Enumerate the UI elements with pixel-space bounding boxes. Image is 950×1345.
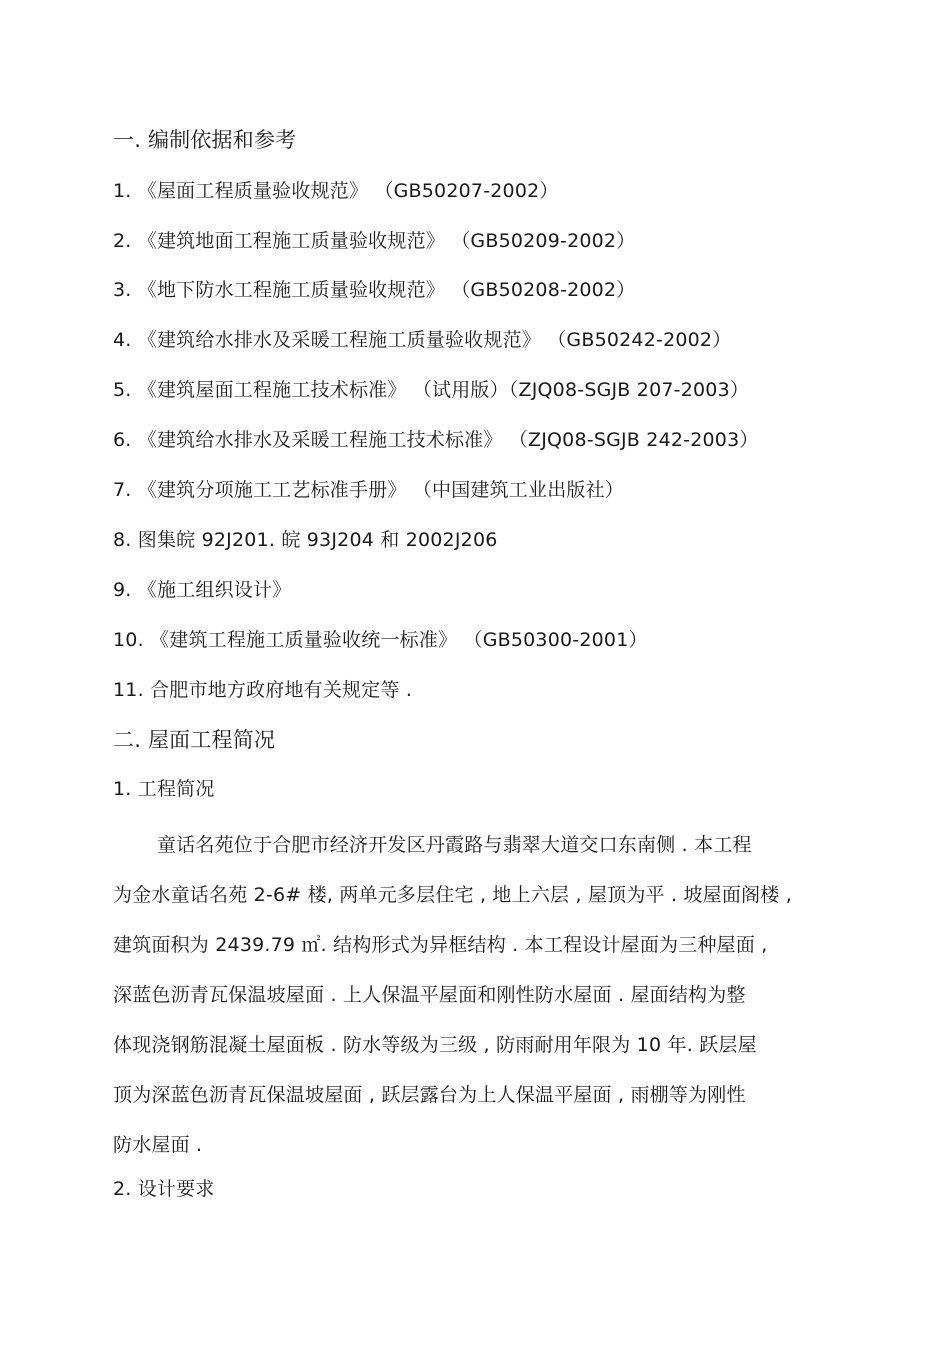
reference-item: 2. 《建筑地面工程施工质量验收规范》 （GB50209-2002） [113, 230, 636, 252]
paragraph-line: 深蓝色沥青瓦保温坡屋面 . 上人保温平屋面和刚性防水屋面 . 屋面结构为整 [113, 984, 746, 1006]
paragraph-line: 防水屋面 . [113, 1134, 203, 1156]
reference-item: 5. 《建筑屋面工程施工技术标准》 （试用版）（ZJQ08-SGJB 207-2003） [113, 379, 750, 401]
subheading-design-requirements: 2. 设计要求 [113, 1178, 215, 1200]
paragraph-line: 体现浇钢筋混凝土屋面板 . 防水等级为三级 , 防雨耐用年限为 10 年. 跃层屋 [113, 1034, 757, 1056]
reference-item: 8. 图集皖 92J201. 皖 93J204 和 2002J206 [113, 529, 498, 551]
paragraph-line: 为金水童话名苑 2-6# 楼, 两单元多层住宅 , 地上六层 , 屋顶为平 . 坡屋面阁楼 , [113, 884, 792, 906]
paragraph-line: 建筑面积为 2439.79 ㎡. 结构形式为异框结构 . 本工程设计屋面为三种屋面 , [113, 934, 768, 956]
subheading-project-overview: 1. 工程简况 [113, 778, 215, 800]
project-description-paragraph [113, 820, 853, 1170]
reference-item: 10. 《建筑工程施工质量验收统一标准》 （GB50300-2001） [113, 629, 648, 651]
reference-item: 1. 《屋面工程质量验收规范》 （GB50207-2002） [113, 180, 559, 202]
paragraph-line: 童话名苑位于合肥市经济开发区丹霞路与翡翠大道交口东南侧 . 本工程 [157, 834, 752, 856]
reference-item: 3. 《地下防水工程施工质量验收规范》 （GB50208-2002） [113, 279, 636, 301]
paragraph-line: 顶为深蓝色沥青瓦保温坡屋面 , 跃层露台为上人保温平屋面 , 雨棚等为刚性 [113, 1084, 746, 1106]
reference-item: 9. 《施工组织设计》 [113, 579, 292, 601]
reference-item: 4. 《建筑给水排水及采暖工程施工质量验收规范》 （GB50242-2002） [113, 329, 732, 351]
reference-item: 6. 《建筑给水排水及采暖工程施工技术标准》 （ZJQ08-SGJB 242-2003） [113, 429, 759, 451]
reference-item: 11. 合肥市地方政府地有关规定等 . [113, 679, 413, 701]
section-heading-basis: 一. 编制依据和参考 [113, 128, 297, 152]
reference-item: 7. 《建筑分项施工工艺标准手册》 （中国建筑工业出版社） [113, 479, 625, 501]
section-heading-overview: 二. 屋面工程简况 [113, 728, 276, 752]
